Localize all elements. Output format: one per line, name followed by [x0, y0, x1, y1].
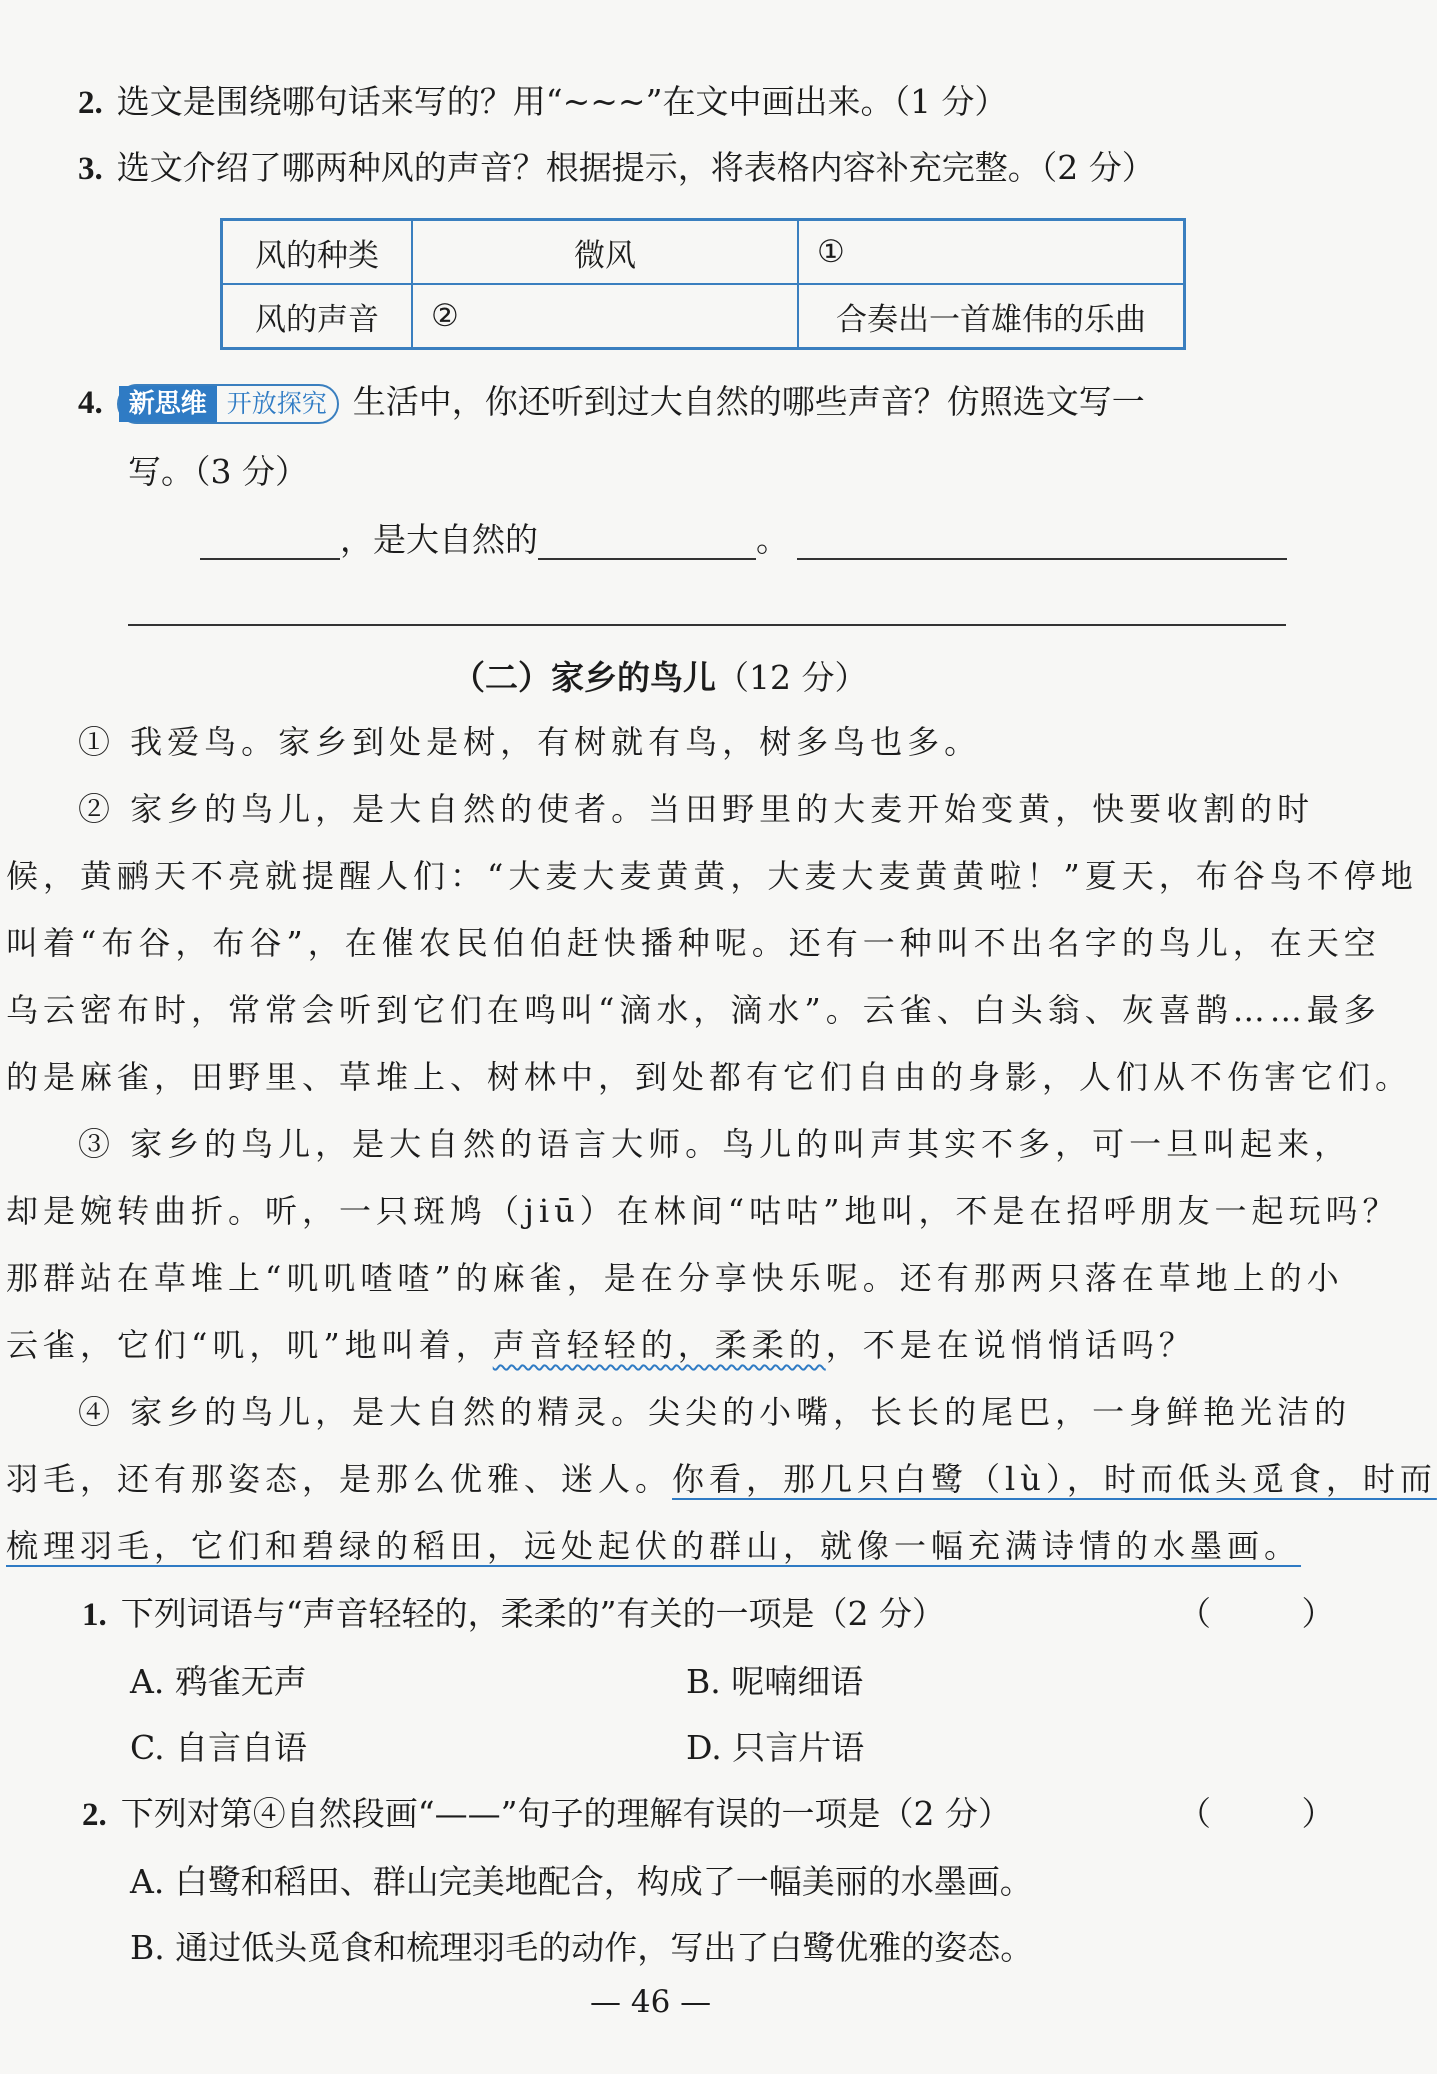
passage-line: ① 我爱鸟。家乡到处是树，有树就有鸟，树多鸟也多。 — [78, 723, 982, 761]
answer-bracket[interactable]: （ ） — [1178, 1794, 1375, 1833]
table-row — [222, 220, 1185, 285]
badge-sub: 开放探究 — [226, 389, 327, 418]
passage-line: ② 家乡的鸟儿，是大自然的使者。当田野里的大麦开始变黄，快要收割的时 — [78, 790, 1315, 828]
passage-text: 云雀，它们“叽，叽”地叫着， — [6, 1326, 493, 1364]
question-4-cont: 写。（3 分） — [128, 452, 308, 491]
question-text: 下列词语与“声音轻轻的，柔柔的”有关的一项是（2 分） — [120, 1594, 945, 1633]
passage-line: 的是麻雀，田野里、草堆上、树林中，到处都有它们自由的身影，人们从不伤害它们。 — [6, 1058, 1413, 1096]
passage-text: ，不是在说悄悄话吗？ — [825, 1326, 1196, 1364]
table-row — [222, 284, 1185, 349]
table-cell: 合奏出一首雄伟的乐曲 — [798, 284, 1185, 349]
underlined-sentence: 梳理羽毛，它们和碧绿的稻田，远处起伏的群山，就像一幅充满诗情的水墨画。 — [6, 1527, 1302, 1565]
mc-question-1 — [82, 1594, 945, 1635]
answer-blank[interactable] — [538, 528, 756, 560]
question-number: 2. — [78, 85, 103, 121]
fill-in-line — [200, 520, 1287, 560]
table-cell: 风的声音 — [222, 284, 413, 349]
answer-blank[interactable] — [200, 528, 340, 560]
badge-main: 新思维 — [119, 386, 217, 422]
fill-text: ，是大自然的 — [340, 520, 538, 559]
section-points: （12 分） — [716, 658, 868, 697]
section-title — [452, 652, 867, 699]
option-a[interactable]: A. 白鹭和稻田、群山完美地配合，构成了一幅美丽的水墨画。 — [130, 1862, 1033, 1901]
option-b[interactable]: B. 通过低头觅食和梳理羽毛的动作，写出了白鹭优雅的姿态。 — [130, 1928, 1034, 1967]
passage-line: 却是婉转曲折。听，一只斑鸠（jiū）在林间“咕咕”地叫，不是在招呼朋友一起玩吗？ — [6, 1192, 1400, 1230]
table-cell: 风的种类 — [222, 220, 413, 285]
table-cell: ② — [412, 284, 798, 349]
option-c[interactable]: C. 自言自语 — [130, 1728, 308, 1767]
mc-question-2 — [82, 1794, 1011, 1835]
passage-line: 候，黄鹂天不亮就提醒人们：“大麦大麦黄黄，大麦大麦黄黄啦！”夏天，布谷鸟不停地 — [6, 857, 1418, 895]
passage-line: ④ 家乡的鸟儿，是大自然的精灵。尖尖的小嘴，长长的尾巴，一身鲜艳光洁的 — [78, 1393, 1352, 1431]
question-4 — [78, 382, 1145, 424]
question-number: 1. — [82, 1597, 107, 1633]
table-cell: ① — [798, 220, 1185, 285]
answer-blank[interactable] — [797, 528, 1287, 560]
table-cell: 微风 — [412, 220, 798, 285]
answer-line[interactable] — [128, 624, 1286, 626]
question-2 — [78, 82, 1007, 123]
fill-text: 。 — [756, 520, 789, 559]
option-a[interactable]: A. 鸦雀无声 — [130, 1662, 307, 1701]
underlined-sentence: 你看，那几只白鹭（lù），时而低头觅食，时而 — [672, 1460, 1437, 1498]
question-text: 生活中，你还听到过大自然的哪些声音？仿照选文写一 — [352, 382, 1145, 421]
wind-table — [220, 218, 1186, 350]
new-thinking-badge — [117, 384, 339, 424]
passage-line: 乌云密布时，常常会听到它们在鸣叫“滴水，滴水”。云雀、白头翁、灰喜鹊……最多 — [6, 991, 1381, 1029]
question-number: 4. — [78, 385, 103, 421]
answer-bracket[interactable]: （ ） — [1178, 1594, 1375, 1633]
option-b[interactable]: B. 呢喃细语 — [686, 1662, 864, 1701]
question-number: 3. — [78, 151, 103, 187]
passage-line — [6, 1459, 1437, 1499]
question-text: 下列对第④自然段画“——”句子的理解有误的一项是（2 分） — [120, 1794, 1011, 1833]
passage-line — [6, 1325, 1196, 1365]
section-title-text: （二）家乡的鸟儿 — [452, 658, 716, 697]
question-text: 选文是围绕哪句话来写的？用“~~~”在文中画出来。（1 分） — [116, 82, 1008, 121]
passage-line: 那群站在草堆上“叽叽喳喳”的麻雀，是在分享快乐呢。还有那两只落在草地上的小 — [6, 1259, 1344, 1297]
passage-line: 叫着“布谷，布谷”，在催农民伯伯赶快播种呢。还有一种叫不出名字的鸟儿，在天空 — [6, 924, 1381, 962]
question-3 — [78, 148, 1155, 189]
page-number: — 46 — — [590, 1984, 712, 2020]
wavy-underlined-phrase: 声音轻轻的，柔柔的 — [492, 1326, 826, 1364]
question-text: 选文介绍了哪两种风的声音？根据提示，将表格内容补充完整。（2 分） — [116, 148, 1155, 187]
option-d[interactable]: D. 只言片语 — [686, 1728, 865, 1767]
passage-line: ③ 家乡的鸟儿，是大自然的语言大师。鸟儿的叫声其实不多，可一旦叫起来， — [78, 1125, 1352, 1163]
passage-text: 羽毛，还有那姿态，是那么优雅、迷人。 — [6, 1460, 673, 1498]
question-number: 2. — [82, 1797, 107, 1833]
